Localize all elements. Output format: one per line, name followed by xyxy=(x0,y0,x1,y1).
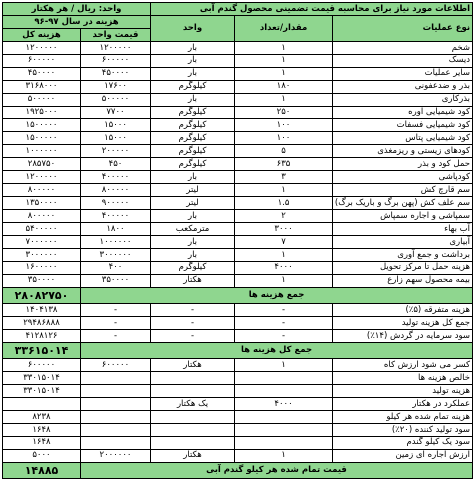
subtotal-row xyxy=(3,287,473,303)
amount-cell: - xyxy=(235,316,333,329)
amount-cell: ۱ xyxy=(235,449,333,462)
cost-cell: ۱۶۰۰۰۰۰ xyxy=(3,261,81,274)
cost-cell: ۶۰۰۰۰۰ xyxy=(3,54,81,67)
table-row xyxy=(3,119,473,132)
operation-cell: هزینه حمل تا مرکز تحویل xyxy=(333,261,473,274)
operation-cell: هزینه متفرقه (۵٪) xyxy=(333,303,473,316)
amount-cell xyxy=(235,410,333,423)
unit-price-cell xyxy=(81,410,151,423)
operation-cell: دیسک xyxy=(333,54,473,67)
table-row xyxy=(3,171,473,184)
table-row xyxy=(3,261,473,274)
header-year: هزینه در سال ۹۷-۹۶ xyxy=(3,15,151,28)
unit-cell: کیلوگرم xyxy=(151,106,235,119)
table-row xyxy=(3,197,473,210)
table-body xyxy=(3,3,473,479)
final-price-label: قیمت تمام شده هر کیلو گندم آبی xyxy=(81,462,473,478)
unit-price-cell: ۷۷۰۰ xyxy=(81,106,151,119)
unit-cell: لیتر xyxy=(151,184,235,197)
operation-cell: آبیاری xyxy=(333,235,473,248)
unit-price-cell: ۲۰۰۰۰۰۰ xyxy=(81,449,151,462)
unit-cell: بار xyxy=(151,41,235,54)
revenue-row xyxy=(3,384,473,397)
operation-cell: کود شیمیایی اوره xyxy=(333,106,473,119)
table-row xyxy=(3,158,473,171)
table-row xyxy=(3,248,473,261)
amount-cell: ۱ xyxy=(235,41,333,54)
amount-cell xyxy=(235,423,333,436)
operation-cell: جمع کل هزینه تولید xyxy=(333,316,473,329)
header-amount: مقدار/تعداد xyxy=(235,15,333,41)
subtotal-value: ۲۸۰۸۲۷۵۰ xyxy=(3,287,81,303)
operation-cell: شخم xyxy=(333,41,473,54)
cost-cell: ۱۲۰۰۰۰۰ xyxy=(3,171,81,184)
unit-cell: بار xyxy=(151,210,235,223)
operation-cell: سایر عملیات xyxy=(333,67,473,80)
unit-price-cell: ۱۵۰۰۰ xyxy=(81,119,151,132)
operation-cell: سم علف کش (پهن برگ و باریک برگ) xyxy=(333,197,473,210)
cost-cell: ۸۰۰۰۰۰ xyxy=(3,184,81,197)
table-row xyxy=(3,132,473,145)
cost-cell: ۲۹۴۸۶۸۸۸ xyxy=(3,316,81,329)
table-row xyxy=(3,235,473,248)
unit-price-cell: ۴۵۰۰۰۰ xyxy=(81,67,151,80)
unit-cell: بار xyxy=(151,54,235,67)
cost-cell: ۱۶۴۸ xyxy=(3,436,81,449)
unit-price-cell xyxy=(81,423,151,436)
cost-cell: ۱۶۴۸ xyxy=(3,423,81,436)
operation-cell: بذر و ضدعفونی xyxy=(333,80,473,93)
grand-total-row xyxy=(3,342,473,358)
table-row xyxy=(3,184,473,197)
unit-price-cell: ۱۰۰۰۰۰۰ xyxy=(81,235,151,248)
unit-price-cell: - xyxy=(81,316,151,329)
unit-cell: کیلوگرم xyxy=(151,158,235,171)
unit-cell xyxy=(151,423,235,436)
unit-price-cell: - xyxy=(81,303,151,316)
table-row xyxy=(3,145,473,158)
amount-cell: ۶۳۵ xyxy=(235,158,333,171)
amount-cell: - xyxy=(235,303,333,316)
amount-cell: ۷ xyxy=(235,235,333,248)
unit-cell: لیتر xyxy=(151,197,235,210)
cost-cell: ۳۰۰۰۰۰۰ xyxy=(3,248,81,261)
overhead-row xyxy=(3,303,473,316)
unit-cell: بار xyxy=(151,93,235,106)
final-price-value: ۱۴۸۸۵ xyxy=(3,462,81,478)
final-price-row xyxy=(3,462,473,478)
unit-price-cell xyxy=(81,384,151,397)
cost-cell: ۷۰۰۰۰۰۰ xyxy=(3,235,81,248)
unit-price-cell: ۲۰۰۰۰۰ xyxy=(81,145,151,158)
amount-cell: ۳۰۰۰ xyxy=(235,222,333,235)
unit-cell xyxy=(151,410,235,423)
cost-cell: ۴۵۰۰۰۰ xyxy=(3,67,81,80)
unit-price-cell: ۱۷۶۰۰ xyxy=(81,80,151,93)
unit-price-cell: ۵۰۰۰۰۰ xyxy=(81,93,151,106)
amount-cell: ۳ xyxy=(235,171,333,184)
unit-cell: هکتار xyxy=(151,274,235,287)
cost-cell: ۸۰۰۰۰۰ xyxy=(3,210,81,223)
operation-cell: خالص هزینه ها xyxy=(333,372,473,385)
unit-cell: بار xyxy=(151,67,235,80)
operation-cell: کود شیمیایی پتاس xyxy=(333,132,473,145)
unit-price-cell xyxy=(81,397,151,410)
amount-cell: ۱ xyxy=(235,67,333,80)
operation-cell: کودپاشی xyxy=(333,171,473,184)
unit-price-cell: - xyxy=(81,329,151,342)
cost-cell: ۱۹۲۵۰۰۰ xyxy=(3,106,81,119)
unit-price-cell: ۱۵۰۰۰ xyxy=(81,132,151,145)
operation-cell: ارزش اجاره ای زمین xyxy=(333,449,473,462)
unit-cell: - xyxy=(151,329,235,342)
cost-cell: ۵۰۰۰۰۰ xyxy=(3,93,81,106)
unit-note: واحد: ریال / هر هکتار xyxy=(3,3,151,16)
cost-cell: ۱۲۰۰۰۰۰ xyxy=(3,41,81,54)
header-unit-price: قیمت واحد xyxy=(81,28,151,41)
operation-cell: هزینه تمام شده هر کیلو xyxy=(333,410,473,423)
unit-cell: کیلوگرم xyxy=(151,145,235,158)
subtotal-label: جمع هزینه ها xyxy=(81,287,473,303)
amount-cell xyxy=(235,384,333,397)
table-row xyxy=(3,106,473,119)
amount-cell: ۱ xyxy=(235,274,333,287)
operation-cell: کسر می شود ارزش کاه xyxy=(333,359,473,372)
cost-cell: ۸۲۳۸ xyxy=(3,410,81,423)
table-row xyxy=(3,274,473,287)
cost-table xyxy=(2,2,473,479)
amount-cell: ۲۵۰ xyxy=(235,106,333,119)
cost-cell: ۴۱۲۸۱۲۶ xyxy=(3,329,81,342)
operation-cell: بذرکاری xyxy=(333,93,473,106)
unit-cell xyxy=(151,384,235,397)
header-total-cost: هزینه کل xyxy=(3,28,81,41)
unit-cell: کیلوگرم xyxy=(151,132,235,145)
cost-cell: ۱۵۰۰۰۰۰ xyxy=(3,119,81,132)
unit-cell xyxy=(151,436,235,449)
unit-cell: بار xyxy=(151,235,235,248)
amount-cell: ۲ xyxy=(235,210,333,223)
unit-price-cell xyxy=(81,436,151,449)
amount-cell: ۵ xyxy=(235,145,333,158)
unit-price-cell: ۸۰۰۰۰۰ xyxy=(81,184,151,197)
amount-cell: ۱۰۰ xyxy=(235,132,333,145)
amount-cell: ۱ xyxy=(235,359,333,372)
unit-cell: - xyxy=(151,316,235,329)
unit-price-cell: ۱۲۰۰۰۰۰ xyxy=(81,41,151,54)
amount-cell: ۱۸۰ xyxy=(235,80,333,93)
amount-cell: - xyxy=(235,329,333,342)
unit-cell: بار xyxy=(151,171,235,184)
operation-cell: آب بهاء xyxy=(333,222,473,235)
unit-cell: مترمکعب xyxy=(151,222,235,235)
unit-cell: هکتار xyxy=(151,449,235,462)
overhead-row xyxy=(3,316,473,329)
unit-price-cell: ۶۰۰۰۰۰ xyxy=(81,54,151,67)
operation-cell: سود تولید کننده (۲۰٪) xyxy=(333,423,473,436)
revenue-row xyxy=(3,436,473,449)
table-title: اطلاعات مورد نیاز برای محاسبه قیمت تضمینی محصول گندم آبی xyxy=(151,3,473,16)
table-row xyxy=(3,54,473,67)
unit-price-cell xyxy=(81,372,151,385)
unit-cell: یک هکتار xyxy=(151,397,235,410)
amount-cell: ۱ xyxy=(235,248,333,261)
title-row xyxy=(3,3,473,16)
unit-cell: کیلوگرم xyxy=(151,261,235,274)
operation-cell: برداشت و جمع آوری xyxy=(333,248,473,261)
operation-cell: بیمه محصول سهم زارع xyxy=(333,274,473,287)
cost-cell: ۳۳۰۱۵۰۱۴ xyxy=(3,384,81,397)
cost-cell: ۳۳۰۱۵۰۱۴ xyxy=(3,372,81,385)
header-operation: نوع عملیات xyxy=(333,15,473,41)
cost-cell xyxy=(3,397,81,410)
revenue-row xyxy=(3,410,473,423)
operation-cell: هزینه تولید xyxy=(333,384,473,397)
unit-price-cell: ۴۰۰۰۰۰ xyxy=(81,210,151,223)
operation-cell: سود سرمایه در گردش (۱۴٪) xyxy=(333,329,473,342)
table-row xyxy=(3,210,473,223)
operation-cell: سود یک کیلو گندم xyxy=(333,436,473,449)
cost-cell: ۱۴۰۴۱۳۸ xyxy=(3,303,81,316)
unit-price-cell: ۴۰۰ xyxy=(81,261,151,274)
unit-price-cell: ۴۵۰ xyxy=(81,158,151,171)
cost-cell: ۲۸۵۷۵۰ xyxy=(3,158,81,171)
revenue-row xyxy=(3,449,473,462)
overhead-row xyxy=(3,329,473,342)
cost-cell: ۵۰۰۰ xyxy=(3,449,81,462)
amount-cell: ۱ xyxy=(235,93,333,106)
unit-price-cell: ۳۵۰۰۰۰ xyxy=(81,274,151,287)
table-row xyxy=(3,80,473,93)
header-row xyxy=(3,15,473,28)
revenue-row xyxy=(3,397,473,410)
amount-cell: ۴۰۰۰ xyxy=(235,397,333,410)
unit-cell: هکتار xyxy=(151,359,235,372)
operation-cell: کود شیمیایی فسفات xyxy=(333,119,473,132)
amount-cell: ۱۰۰ xyxy=(235,119,333,132)
revenue-row xyxy=(3,423,473,436)
cost-cell: ۶۰۰۰۰۰ xyxy=(3,359,81,372)
operation-cell: کودهای زیستی و ریزمغذی xyxy=(333,145,473,158)
grand-total-label: جمع کل هزینه ها xyxy=(81,342,473,358)
cost-cell: ۱۵۰۰۰۰۰ xyxy=(3,132,81,145)
unit-price-cell: ۶۰۰۰۰۰ xyxy=(81,359,151,372)
unit-price-cell: ۹۰۰۰۰۰ xyxy=(81,197,151,210)
unit-cell: بار xyxy=(151,248,235,261)
table-row xyxy=(3,41,473,54)
unit-price-cell: ۴۰۰۰۰۰ xyxy=(81,171,151,184)
table-row xyxy=(3,222,473,235)
unit-cell: - xyxy=(151,303,235,316)
table-row xyxy=(3,67,473,80)
cost-cell: ۱۳۵۰۰۰۰ xyxy=(3,197,81,210)
cost-cell: ۳۵۰۰۰۰ xyxy=(3,274,81,287)
amount-cell xyxy=(235,372,333,385)
table-row xyxy=(3,93,473,106)
unit-cell: کیلوگرم xyxy=(151,119,235,132)
cost-cell: ۱۰۰۰۰۰۰ xyxy=(3,145,81,158)
amount-cell xyxy=(235,436,333,449)
grand-total-value: ۳۳۶۱۵۰۱۴ xyxy=(3,342,81,358)
cost-cell: ۳۱۶۸۰۰۰ xyxy=(3,80,81,93)
amount-cell: ۱ xyxy=(235,184,333,197)
operation-cell: سمپاشی و اجاره سمپاش xyxy=(333,210,473,223)
amount-cell: ۴۰۰۰ xyxy=(235,261,333,274)
operation-cell: عملکرد در هکتار xyxy=(333,397,473,410)
unit-cell: کیلوگرم xyxy=(151,80,235,93)
revenue-row xyxy=(3,359,473,372)
amount-cell: ۱ xyxy=(235,54,333,67)
unit-price-cell: ۳۰۰۰۰۰۰ xyxy=(81,248,151,261)
operation-cell: سم قارچ کش xyxy=(333,184,473,197)
amount-cell: ۱.۵ xyxy=(235,197,333,210)
unit-price-cell: ۱۸۰۰ xyxy=(81,222,151,235)
revenue-row xyxy=(3,372,473,385)
header-unit: واحد xyxy=(151,15,235,41)
unit-cell xyxy=(151,372,235,385)
cost-cell: ۵۴۰۰۰۰۰ xyxy=(3,222,81,235)
operation-cell: حمل کود و بذر xyxy=(333,158,473,171)
